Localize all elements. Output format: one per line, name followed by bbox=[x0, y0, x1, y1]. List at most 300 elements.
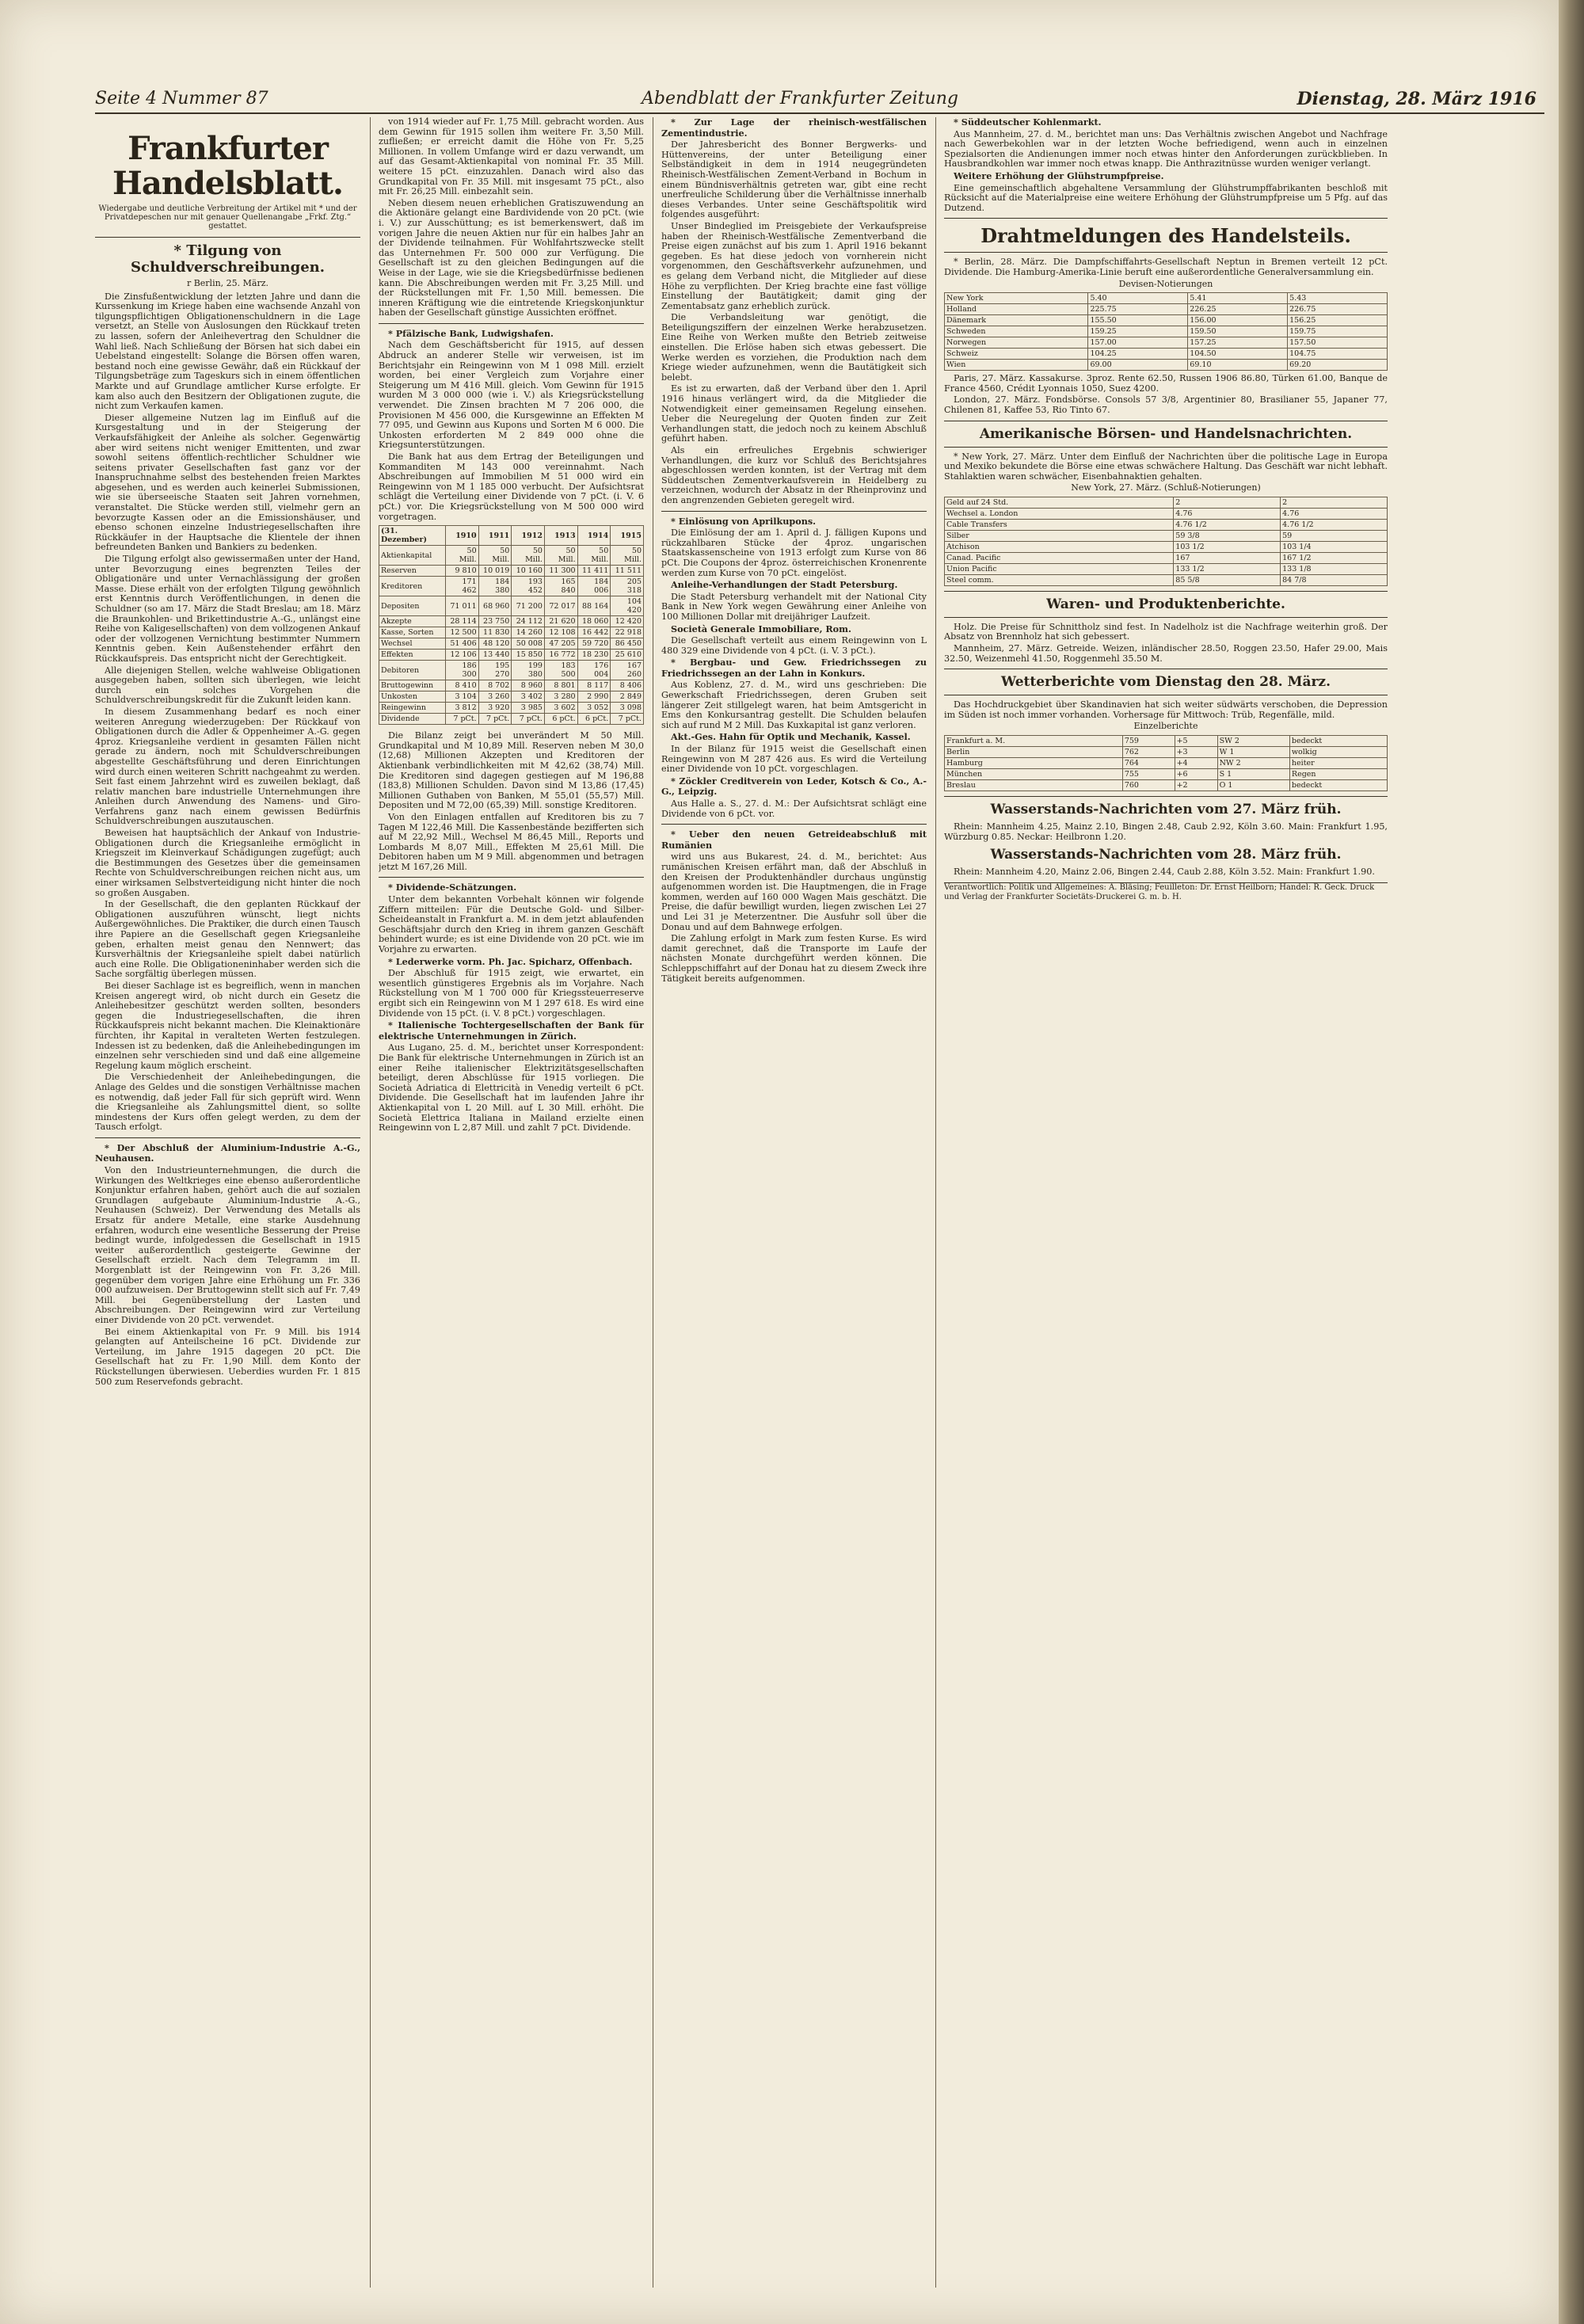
article-heading-inline: * Pfälzische Bank, Ludwigshafen. bbox=[388, 327, 554, 339]
table-header-cell: 1910 bbox=[445, 526, 478, 546]
currency-table bbox=[944, 292, 1388, 371]
table-cell: 51 406 bbox=[445, 638, 478, 650]
paragraph: Rhein: Mannheim 4.25, Mainz 2.10, Bingen 2.48, Caub 2.92, Köln 3.60. Main: Frankfurt 1.95, Würzburg 0.85. Neckar: Heilbronn 1.20. bbox=[944, 821, 1388, 842]
article-rule bbox=[661, 511, 927, 512]
table-cell: 8 406 bbox=[611, 680, 644, 691]
table-cell: bedeckt bbox=[1289, 736, 1387, 747]
table-cell: 155.50 bbox=[1088, 315, 1188, 326]
paragraph: Die Stadt Petersburg verhandelt mit der National City Bank in New York wegen Gewährung einer Anleihe von 100 Millionen Dollar mit dreijähriger Laufzeit. bbox=[661, 591, 927, 622]
paragraph: Die Zahlung erfolgt in Mark zum festen Kurse. Es wird damit gerechnet, daß die Transporte im Laufe der nächsten Monate durchgeführt werden können. Die Schleppschiffahrt auf der Donau hat zu diesem Zweck ihre Tätigkeit bereits aufgenommen. bbox=[661, 933, 927, 984]
table-cell: 156.25 bbox=[1288, 315, 1388, 326]
table-cell: 6 pCt. bbox=[544, 714, 577, 725]
table-cell: +5 bbox=[1175, 736, 1217, 747]
section-heading: Waren- und Produktenberichte. bbox=[1046, 596, 1285, 612]
section-rule bbox=[95, 237, 360, 238]
table-cell: 226.25 bbox=[1188, 304, 1288, 315]
paragraph: Die Verschiedenheit der Anleihebedingungen, die Anlage des Geldes und die sonstigen Verhältnisse machen es notwendig, daß jeder Fall für sich geprüft wird. Wenn die Kriegsanleihe als Zahlungsmittel dient, so sollte mindestens der Kurs offen gelegt werden, zu dem der Tausch erfolgt. bbox=[95, 1072, 360, 1133]
table-cell: 9 810 bbox=[445, 566, 478, 577]
column-divider bbox=[935, 117, 936, 2288]
table-cell: Wechsel bbox=[379, 638, 446, 650]
table-cell: Kreditoren bbox=[379, 577, 446, 596]
table-cell: 59 3/8 bbox=[1174, 530, 1281, 541]
table-cell: 157.50 bbox=[1288, 337, 1388, 349]
table-row bbox=[945, 497, 1388, 508]
table-cell: 4.76 bbox=[1174, 508, 1281, 519]
table-cell: 86 450 bbox=[611, 638, 644, 650]
table-cell: 14 260 bbox=[512, 627, 545, 638]
table-cell: 167 bbox=[1174, 552, 1281, 563]
table-cell: 183 500 bbox=[544, 661, 577, 680]
table-cell: 8 117 bbox=[577, 680, 611, 691]
column-1 bbox=[95, 117, 360, 2288]
paragraph: Mannheim, 27. März. Getreide. Weizen, inländischer 28.50, Roggen 23.50, Hafer 29.00, Mais 32.50, Weizenmehl 41.50, Roggenmehl 35.50 M. bbox=[944, 643, 1388, 664]
table-cell: 760 bbox=[1122, 780, 1175, 791]
table-row bbox=[379, 616, 644, 627]
table-row bbox=[945, 780, 1388, 791]
table-cell: 59 720 bbox=[577, 638, 611, 650]
table-cell: 8 801 bbox=[544, 680, 577, 691]
table-cell: New York bbox=[945, 293, 1088, 304]
table-cell: 6 pCt. bbox=[577, 714, 611, 725]
table-cell: 184 006 bbox=[577, 577, 611, 596]
table-cell: 10 019 bbox=[478, 566, 512, 577]
section-title: Frankfurter Handelsblatt. bbox=[112, 130, 343, 202]
table-cell: 72 017 bbox=[544, 596, 577, 616]
table-cell: Dividende bbox=[379, 714, 446, 725]
table-row bbox=[945, 349, 1388, 360]
paragraph: * New York, 27. März. Unter dem Einfluß der Nachrichten über die politische Lage in Europa und Mexiko bekundete die Börse eine etwas schwächere Haltung. Das Geschäft war nicht lebhaft. Stahlaktien waren schwächer, Eisenbahnaktien gehalten. bbox=[944, 451, 1388, 482]
table-cell: 11 300 bbox=[544, 566, 577, 577]
table-cell: bedeckt bbox=[1289, 780, 1387, 791]
table-header-cell: 1913 bbox=[544, 526, 577, 546]
issue-date: Dienstag, 28. März 1916 bbox=[1297, 89, 1536, 109]
section-rule bbox=[944, 617, 1388, 618]
table-row bbox=[945, 337, 1388, 349]
table-cell: W 1 bbox=[1217, 747, 1289, 758]
article-heading-inline: * Bergbau- und Gew. Friedrichssegen zu Friedrichssegen an der Lahn in Konkurs. bbox=[661, 657, 927, 679]
table-cell: 759 bbox=[1122, 736, 1175, 747]
paragraph: Der Jahresbericht des Bonner Bergwerks- und Hüttenvereins, der unter Beteiligung einer Selbständigkeit in dem in 1914 neugegründeten Rheinisch-Westfälischen Zement-Verband in Bochum in einem Bündnisverhältnis getreten war, gibt eine recht unerfreuliche Schilderung über die Verhältnisse innerhalb dieses Verbandes. Unter seine Geschäftspolitik wird folgendes ausgeführt: bbox=[661, 139, 927, 220]
table-cell: Reingewinn bbox=[379, 703, 446, 714]
table-cell: 3 104 bbox=[445, 691, 478, 703]
table-cell: 11 411 bbox=[577, 566, 611, 577]
table-cell: Canad. Pacific bbox=[945, 552, 1174, 563]
paragraph: Das Hochdruckgebiet über Skandinavien hat sich weiter südwärts verschoben, die Depression im Süden ist noch immer vorhanden. Vorhersage für Mittwoch: Trüb, Regenfälle, mild. bbox=[944, 699, 1388, 720]
article-heading-inline: * Einlösung von Aprilkupons. bbox=[671, 515, 817, 527]
article-heading: * Tilgung von Schuldverschreibungen. bbox=[130, 242, 326, 276]
table-cell: 3 812 bbox=[445, 703, 478, 714]
paragraph: * Berlin, 28. März. Die Dampfschiffahrts-Gesellschaft Neptun in Bremen verteilt 12 pCt. Dividende. Die Hamburg-Amerika-Linie beruft eine außerordentliche Generalversammlung ein. bbox=[944, 257, 1388, 277]
table-cell: Steel comm. bbox=[945, 574, 1174, 585]
table-cell: 18 230 bbox=[577, 650, 611, 661]
section-rule bbox=[944, 796, 1388, 797]
paragraph: Dieser allgemeine Nutzen lag im Einfluß auf die Kursgestaltung und in der Steigerung der Verkaufsfähigkeit der Anleihe als solcher. Gegenwärtig aber wird seitens nicht weniger Emittenten, und zwar sowohl seitens öffentlich-rechtlicher Schuldner wie seitens privater Gesellschaften fast ganz vor der Inanspruchnahme selbst des bestehenden freien Marktes abgesehen, und es werden auch keinerlei Submissionen, wie sie überseeische Staaten seit Jahren vornehmen, veranstaltet. Die Stücke werden still, vielmehr gern an bevorzugte Kassen oder an die Emissionshäuser, und ebenso schonen einzelne Industriegesellschaften ihre Rückkäufer in der Hauptsache die Klientele der ihnen befreundeten Banken und Bankiers zu bedenken. bbox=[95, 412, 360, 553]
table-cell: O 1 bbox=[1217, 780, 1289, 791]
section-rule bbox=[944, 591, 1388, 592]
table-cell: 3 402 bbox=[512, 691, 545, 703]
table-cell: 69.00 bbox=[1088, 360, 1188, 371]
table-cell: +3 bbox=[1175, 747, 1217, 758]
table-cell: 3 920 bbox=[478, 703, 512, 714]
table-cell: 28 114 bbox=[445, 616, 478, 627]
table-header-cell: 1911 bbox=[478, 526, 512, 546]
table-cell: 23 750 bbox=[478, 616, 512, 627]
table-header-row bbox=[379, 526, 644, 546]
table-cell: 2 990 bbox=[577, 691, 611, 703]
paragraph: Die Bank hat aus dem Ertrag der Beteiligungen und Kommanditen M 143 000 vereinnahmt. Nach Abschreibungen auf Immobilien M 51 000 wird ein Reingewinn von M 1 185 000 verbucht. Der Aufsichtsrat schlägt die Verteilung einer Dividende von 7 pCt. (i. V. 6 pCt.) vor. Die Kriegsrückstellung von M 500 000 wird vorgetragen. bbox=[379, 451, 644, 522]
paragraph: Eine gemeinschaftlich abgehaltene Versammlung der Glühstrumpffabrikanten beschloß mit Rücksicht auf die Materialpreise eine weitere Erhöhung der Glühstrumpfpreise um 5 Pfg. auf das Dutzend. bbox=[944, 182, 1388, 213]
table-cell: NW 2 bbox=[1217, 758, 1289, 769]
table-cell: 225.75 bbox=[1088, 304, 1188, 315]
table-header-cell: 1912 bbox=[512, 526, 545, 546]
table-cell: Atchison bbox=[945, 541, 1174, 552]
table-row bbox=[379, 680, 644, 691]
table-cell: Cable Transfers bbox=[945, 519, 1174, 530]
table-cell: 5.41 bbox=[1188, 293, 1288, 304]
table-cell: 11 830 bbox=[478, 627, 512, 638]
paragraph: Die Verbandsleitung war genötigt, die Beteiligungsziffern der einzelnen Werke herabzusetzen. Eine Reihe von Werken mußte den Betrieb zeitweise einstellen. Die Erlöse haben sich etwas gebessert. Die Werke werden es vorziehen, die Produktion nach dem Kriege wieder aufzunehmen, wenn die Bautätigkeit sich belebt. bbox=[661, 312, 927, 383]
table-row bbox=[945, 552, 1388, 563]
table-cell: Wechsel a. London bbox=[945, 508, 1174, 519]
table-cell: 50 Mill. bbox=[445, 546, 478, 566]
paragraph: Beweisen hat hauptsächlich der Ankauf von Industrie-Obligationen durch die Kriegsanleihe ermöglicht in Kriegszeit im Kleinverkauf Schädigungen zugefügt; auch die Bestimmungen des Gesetzes über die gemeinsamen Rechte von Schuldverschreibungen reichen nicht aus, um einer wirksamen Selbstverteidigung nicht hinter die noch so großen Ausgaben. bbox=[95, 828, 360, 898]
table-cell: Norwegen bbox=[945, 337, 1088, 349]
table-cell: 3 985 bbox=[512, 703, 545, 714]
dateline: r Berlin, 25. März. bbox=[186, 278, 269, 288]
table-cell: 7 pCt. bbox=[512, 714, 545, 725]
table-cell: 159.50 bbox=[1188, 326, 1288, 337]
table-cell: 12 420 bbox=[611, 616, 644, 627]
table-cell: 104.25 bbox=[1088, 349, 1188, 360]
table-cell: Silber bbox=[945, 530, 1174, 541]
table-row bbox=[945, 508, 1388, 519]
section-rule bbox=[944, 252, 1388, 253]
table-row bbox=[379, 596, 644, 616]
table-cell: 3 098 bbox=[611, 703, 644, 714]
table-row bbox=[945, 315, 1388, 326]
section-heading: Wetterberichte vom Dienstag den 28. März. bbox=[1001, 674, 1331, 691]
table-cell: Aktienkapital bbox=[379, 546, 446, 566]
table-cell: 104 420 bbox=[611, 596, 644, 616]
paragraph: Die Einlösung der am 1. April d. J. fälligen Kupons und rückzahlbaren Stücke der 4proz. ungarischen Staatskassenscheine von 1913 erfolgt zum Kurse von 86 pCt. Die Coupons der 4proz. österreichischen Kronenrente werden zum Kurse von 70 pCt. eingelöst. bbox=[661, 528, 927, 578]
table-cell: 47 205 bbox=[544, 638, 577, 650]
table-cell: SW 2 bbox=[1217, 736, 1289, 747]
newspaper-name: Abendblatt der Frankfurter Zeitung bbox=[642, 89, 958, 109]
table-cell: +4 bbox=[1175, 758, 1217, 769]
paragraph: Die Gesellschaft verteilt aus einem Reingewinn von L 480 329 eine Dividende von 4 pCt. (i. V. 3 pCt.). bbox=[661, 635, 927, 656]
table-cell: 84 7/8 bbox=[1281, 574, 1388, 585]
paragraph: Von den Industrieunternehmungen, die durch die Wirkungen des Weltkrieges eine ebenso außerordentliche Konjunktur erfahren haben, gehört auch die auf sozialen Grundlagen aufgebaute Aluminium-Industrie A.-G., Neuhausen (Schweiz). Der Verwendung des Metalls als Ersatz für andere Metalle, eine starke Ausdehnung erfahren, wodurch eine wesentliche Besserung der Preise bedingt wurde, infolgedessen die Gesellschaft in 1915 weiter außerordentlich gesteigerte Gewinne der Gesellschaft erzielt. Nach dem Telegramm im II. Morgenblatt ist der Reingewinn von Fr. 3,26 Mill. gegenüber dem vorigen Jahre eine Erhöhung um Fr. 336 000 aufzuweisen. Der Bruttogewinn stellt sich auf Fr. 7,49 Mill. bei Gegenüberstellung der Lasten und Abschreibungen. Der Reingewinn wird zur Verteilung einer Dividende von 20 pCt. verwendet. bbox=[95, 1165, 360, 1325]
table-cell: +6 bbox=[1175, 769, 1217, 780]
table-cell: Geld auf 24 Std. bbox=[945, 497, 1174, 508]
article-heading-inline: Weitere Erhöhung der Glühstrumpfpreise. bbox=[954, 170, 1164, 181]
table-cell: 59 bbox=[1281, 530, 1388, 541]
article-heading-inline: * Dividende-Schätzungen. bbox=[388, 882, 517, 893]
section-heading: Wasserstands-Nachrichten vom 27. März früh. bbox=[990, 802, 1342, 818]
table-cell: 156.00 bbox=[1188, 315, 1288, 326]
table-cell: 195 270 bbox=[478, 661, 512, 680]
section-rule bbox=[944, 218, 1388, 219]
table-cell: 50 Mill. bbox=[611, 546, 644, 566]
table-cell: Dänemark bbox=[945, 315, 1088, 326]
table-cell: 68 960 bbox=[478, 596, 512, 616]
section-heading: Wasserstands-Nachrichten vom 28. März früh. bbox=[990, 847, 1342, 863]
section-title: Drahtmeldungen des Handelsteils. bbox=[980, 224, 1351, 248]
table-cell: Wien bbox=[945, 360, 1088, 371]
table-cell: 12 108 bbox=[544, 627, 577, 638]
table-cell: 8 960 bbox=[512, 680, 545, 691]
table-row bbox=[945, 293, 1388, 304]
table-cell: 4.76 bbox=[1281, 508, 1388, 519]
table-cell: Regen bbox=[1289, 769, 1387, 780]
balance-table bbox=[379, 525, 644, 725]
page-number: Seite 4 Nummer 87 bbox=[95, 89, 268, 109]
table-cell: 25 610 bbox=[611, 650, 644, 661]
table-cell: 2 bbox=[1174, 497, 1281, 508]
table-cell: Akzepte bbox=[379, 616, 446, 627]
table-caption: Devisen-Notierungen bbox=[1118, 278, 1213, 289]
table-row bbox=[945, 530, 1388, 541]
table-cell: 157.25 bbox=[1188, 337, 1288, 349]
table-cell: München bbox=[945, 769, 1123, 780]
table-cell: 24 112 bbox=[512, 616, 545, 627]
reprint-note: Wiedergabe und deutliche Verbreitung der Artikel mit * und der Privatdepeschen nur mit genauer Quellenangabe „Frkf. Ztg.“ gestattet. bbox=[98, 204, 357, 230]
table-caption: Einzelberichte bbox=[1133, 721, 1198, 732]
table-cell: wolkig bbox=[1289, 747, 1387, 758]
table-row bbox=[379, 714, 644, 725]
table-cell: Frankfurt a. M. bbox=[945, 736, 1123, 747]
table-row bbox=[945, 758, 1388, 769]
table-cell: heiter bbox=[1289, 758, 1387, 769]
table-cell: 176 004 bbox=[577, 661, 611, 680]
paragraph: Holz. Die Preise für Schnittholz sind fest. In Nadelholz ist die Nachfrage weiterhin groß. Der Absatz von Brennholz hat sich gebessert. bbox=[944, 621, 1388, 642]
table-row bbox=[379, 638, 644, 650]
table-row bbox=[945, 326, 1388, 337]
table-cell: 104.50 bbox=[1188, 349, 1288, 360]
table-cell: 133 1/2 bbox=[1174, 563, 1281, 574]
table-cell: Breslau bbox=[945, 780, 1123, 791]
table-cell: S 1 bbox=[1217, 769, 1289, 780]
article-rule bbox=[661, 824, 927, 825]
paragraph: Aus Koblenz, 27. d. M., wird uns geschrieben: Die Gewerkschaft Friedrichssegen, deren Gruben seit längerer Zeit stillgelegt waren, hat beim Amtsgericht in Ems den Konkursantrag gestellt. Die Schulden belaufen sich auf rund M 2 Mill. Das Kuxkapital ist ganz verloren. bbox=[661, 680, 927, 730]
table-cell: 103 1/2 bbox=[1174, 541, 1281, 552]
paragraph: Die Bilanz zeigt bei unverändert M 50 Mill. Grundkapital und M 10,89 Mill. Reserven neben M 30,0 (12,68) Millionen Akzepten und Kreditoren der Aktienbank verbindlichkeiten mit M 42,62 (38,74) Mill. Die Kreditoren sind dagegen gestiegen auf M 196,88 (183,8) Millionen Schulden. Davon sind M 13,86 (17,45) Millionen Guthaben von Banken, M 55,01 (55,57) Mill. Depositen und M 72,00 (65,39) Mill. sonstige Kreditoren. bbox=[379, 730, 644, 811]
article-rule bbox=[379, 877, 644, 878]
table-cell: Reserven bbox=[379, 566, 446, 577]
table-row bbox=[379, 661, 644, 680]
paragraph: von 1914 wieder auf Fr. 1,75 Mill. gebracht worden. Aus dem Gewinn für 1915 sollen ihm weitere Fr. 3,50 Mill. zufließen; er erreicht damit die Höhe von Fr. 5,25 Millionen. In vollem Umfange wird er dazu verwandt, um auf das Gesamt-Aktienkapital von nominal Fr. 35 Mill. weitere 15 pCt. einzuzahlen. Danach wird also das Grundkapital von Fr. 35 Mill. mit insgesamt 75 pCt., also mit Fr. 26,25 Mill. einbezahlt sein. bbox=[379, 117, 644, 197]
table-cell: 4.76 1/2 bbox=[1174, 519, 1281, 530]
article-heading-inline: * Der Abschluß der Aluminium-Industrie A.-G., Neuhausen. bbox=[95, 1141, 360, 1164]
table-cell: 762 bbox=[1122, 747, 1175, 758]
table-cell: 71 011 bbox=[445, 596, 478, 616]
table-cell: Holland bbox=[945, 304, 1088, 315]
table-cell: 12 500 bbox=[445, 627, 478, 638]
article-heading-inline: Anleihe-Verhandlungen der Stadt Petersburg. bbox=[671, 579, 898, 591]
article-heading-inline: * Ueber den neuen Getreideabschluß mit Rumänien bbox=[661, 829, 927, 851]
page-edge bbox=[1559, 0, 1584, 2324]
paragraph: Bei dieser Sachlage ist es begreiflich, wenn in manchen Kreisen angeregt wird, ob nicht durch ein Gesetz die Anleihebesitzer geschützt werden sollten, besonders gegen die Industriegesellschaften, die ihren Rückkaufspreis nicht bekannt machen. Die Kleinaktionäre fürchten, ihr Kapital in veralteten Werten festzulegen. Indessen ist zu bedenken, daß die Anleihebedingungen im einzelnen sehr verschieden sind und daß eine allgemeine Regelung kaum möglich erscheint. bbox=[95, 980, 360, 1071]
paragraph: Nach dem Geschäftsbericht für 1915, auf dessen Abdruck an anderer Stelle wir verweisen, ist im Berichtsjahr ein Reingewinn von M 1 098 Mill. erzielt worden, bei einer Vergleich zum Vorjahre einer Steigerung um M 416 Mill. gleich. Vom Gewinn für 1915 wurden M 3 000 000 (wie i. V.) als Kriegsrückstellung verwendet. Die Zinsen brachten M 7 206 000, die Provisionen M 456 000, die Kursgewinne an Effekten M 77 095, und Gewinn aus Kupons und Sorten M 6 000. Die Unkosten erforderten M 2 849 000 ohne die Kriegsunterstützungen. bbox=[379, 340, 644, 451]
table-cell: 69.20 bbox=[1288, 360, 1388, 371]
table-cell: 50 008 bbox=[512, 638, 545, 650]
article-heading-inline: * Italienische Tochtergesellschaften der Bank für elektrische Unternehmungen in Zürich. bbox=[379, 1019, 644, 1042]
table-row bbox=[945, 747, 1388, 758]
table-cell: 159.25 bbox=[1088, 326, 1188, 337]
table-row bbox=[379, 546, 644, 566]
table-cell: 184 380 bbox=[478, 577, 512, 596]
table-cell: 8 702 bbox=[478, 680, 512, 691]
table-cell: 3 052 bbox=[577, 703, 611, 714]
table-row bbox=[945, 736, 1388, 747]
table-cell: 88 164 bbox=[577, 596, 611, 616]
stock-quotes-table bbox=[944, 497, 1388, 586]
table-cell: 48 120 bbox=[478, 638, 512, 650]
table-header-cell: 1914 bbox=[577, 526, 611, 546]
table-cell: 3 280 bbox=[544, 691, 577, 703]
article-heading-inline: * Lederwerke vorm. Ph. Jac. Spicharz, Offenbach. bbox=[388, 955, 633, 967]
table-cell: +2 bbox=[1175, 780, 1217, 791]
table-row bbox=[945, 360, 1388, 371]
weather-table bbox=[944, 735, 1388, 791]
table-cell: 205 318 bbox=[611, 577, 644, 596]
table-cell: Debitoren bbox=[379, 661, 446, 680]
article-heading-inline: Akt.-Ges. Hahn für Optik und Mechanik, Kassel. bbox=[671, 731, 911, 743]
table-cell: 165 840 bbox=[544, 577, 577, 596]
column-divider bbox=[370, 117, 371, 2288]
table-cell: 2 bbox=[1281, 497, 1388, 508]
table-row bbox=[379, 703, 644, 714]
table-cell: 5.43 bbox=[1288, 293, 1388, 304]
table-row bbox=[379, 566, 644, 577]
table-cell: 171 462 bbox=[445, 577, 478, 596]
paragraph: Bei einem Aktienkapital von Fr. 9 Mill. bis 1914 gelangten auf Anteilscheine 16 pCt. Dividende zur Verteilung, im Jahre 1915 dagegen 20 pCt. Die Gesellschaft hat zu Fr. 1,90 Mill. dem Konto der Rückstellungen überwiesen. Ueberdies wurden Fr. 1 815 500 zum Reservefonds gebracht. bbox=[95, 1326, 360, 1387]
table-cell: 22 918 bbox=[611, 627, 644, 638]
article-rule bbox=[95, 1137, 360, 1138]
table-cell: 226.75 bbox=[1288, 304, 1388, 315]
table-cell: 7 pCt. bbox=[611, 714, 644, 725]
paragraph: Aus Mannheim, 27. d. M., berichtet man uns: Das Verhältnis zwischen Angebot und Nachfrage nach Gewerbekohlen war in der letzten Woche befriedigend, wenn auch in einzelnen Spezialsorten die Andienungen immer noch etwas hinter den Anforderungen zurückblieben. In Hausbrandkohlen war immer noch etwas knapp. Die Anthrazitnüsse wurden weniger verlangt. bbox=[944, 128, 1388, 170]
table-cell: 21 620 bbox=[544, 616, 577, 627]
table-cell: Effekten bbox=[379, 650, 446, 661]
table-row bbox=[945, 541, 1388, 552]
table-cell: 167 1/2 bbox=[1281, 552, 1388, 563]
masthead bbox=[95, 89, 1544, 114]
table-row bbox=[945, 304, 1388, 315]
paragraph: wird uns aus Bukarest, 24. d. M., berichtet: Aus rumänischen Kreisen erfährt man, daß der Abschluß in den Kreisen der Produktenhändler durchaus ungünstig aufgenommen worden ist. Die Hauptmengen, die in Frage kommen, werden auf 160 000 Wagen Mais geschätzt. Die Preise, die dafür bewilligt wurden, liegen zwischen Lei 27 und Lei 31 je Meterzentner. Die Ausfuhr soll über die Donau und auf dem Bahnwege erfolgen. bbox=[661, 851, 927, 932]
table-cell: 50 Mill. bbox=[512, 546, 545, 566]
table-cell: 2 849 bbox=[611, 691, 644, 703]
article-heading-inline: * Süddeutscher Kohlenmarkt. bbox=[954, 117, 1102, 128]
paragraph: In der Gesellschaft, die den geplanten Rückkauf der Obligationen auszuführen wünscht, liegt nichts Außergewöhnliches. Die Praktiker, die durch einen Tausch ihre Papiere an die Gesellschaft gegen Kriegsanleihe geben, erhalten meist genau den Nennwert; das Kursverhältnis der Kriegsanleihe spielt dabei natürlich auch eine Rolle. Die Obligationeninhaber werden sich die Sache sorgfältig überlegen müssen. bbox=[95, 899, 360, 980]
table-row bbox=[379, 577, 644, 596]
table-cell: Berlin bbox=[945, 747, 1123, 758]
paragraph: Unser Bindeglied im Preisgebiete der Verkaufspreise haben der Rheinisch-Westfälische Zementverband die Preise eigen zunächst auf bis zum 1. April 1916 bekannt gegeben. Es hat diese jedoch von vornherein nicht vorgenommen, den Geschäftsverkehr aufzunehmen, und es gelang dem Verband nicht, die Mitglieder auf diese Höhe zu verpflichten. Der Krieg brachte eine fast völlige Einstellung der Bautätigkeit; damit ging der Zementabsatz ganz erheblich zurück. bbox=[661, 220, 927, 311]
table-cell: Bruttogewinn bbox=[379, 680, 446, 691]
column-4 bbox=[944, 117, 1388, 2288]
paragraph: Alle diejenigen Stellen, welche wahlweise Obligationen ausgegeben haben, sollten sich überlegen, wie leicht durch ein solches Vorgehen die Schuldverschreibungskredit für die Zukunft leiden kann. bbox=[95, 665, 360, 706]
table-cell: 11 511 bbox=[611, 566, 644, 577]
table-cell: 16 772 bbox=[544, 650, 577, 661]
table-cell: 50 Mill. bbox=[478, 546, 512, 566]
table-cell: Hamburg bbox=[945, 758, 1123, 769]
table-cell: Schweiz bbox=[945, 349, 1088, 360]
imprint: Verantwortlich: Politik und Allgemeines: A. Bläsing; Feuilleton: Dr. Ernst Heilborn; Handel: R. Geck. Druck und Verlag der Frankfurter Societäts-Druckerei G. m. b. H. bbox=[944, 882, 1388, 902]
table-cell: 85 5/8 bbox=[1174, 574, 1281, 585]
table-cell: 167 260 bbox=[611, 661, 644, 680]
table-cell: 7 pCt. bbox=[445, 714, 478, 725]
table-cell: 5.40 bbox=[1088, 293, 1188, 304]
table-cell: 8 410 bbox=[445, 680, 478, 691]
table-cell: Kasse, Sorten bbox=[379, 627, 446, 638]
table-cell: 50 Mill. bbox=[577, 546, 611, 566]
table-cell: 159.75 bbox=[1288, 326, 1388, 337]
table-cell: Schweden bbox=[945, 326, 1088, 337]
paragraph: Von den Einlagen entfallen auf Kreditoren bis zu 7 Tagen M 122,46 Mill. Die Kassenbestände bezifferten sich auf M 22,92 Mill., Wechsel M 86,45 Mill., Reports und Lombards M 8,07 Mill., Effekten M 25,61 Mill. Die Debitoren haben um M 9 Mill. abgenommen und betragen jetzt M 167,26 Mill. bbox=[379, 811, 644, 872]
paragraph: In der Bilanz für 1915 weist die Gesellschaft einen Reingewinn von M 287 426 aus. Es wird die Verteilung einer Dividende von 10 pCt. vorgeschlagen. bbox=[661, 744, 927, 775]
table-row bbox=[379, 627, 644, 638]
article-heading-inline: Società Generale Immobiliare, Rom. bbox=[671, 623, 851, 634]
column-3 bbox=[661, 117, 927, 2288]
table-cell: 103 1/4 bbox=[1281, 541, 1388, 552]
paragraph: Die Zinsfußentwicklung der letzten Jahre und dann die Kurssenkung im Kriege haben eine wachsende Anzahl von tilgungspflichtigen Obligationenschuldnern in die Lage versetzt, an Stelle von Auslosungen den Rückkauf treten zu lassen, sofern der Anleihevertrag den Schuldner die Wahl ließ. Nach Schließung der Börsen hat sich dabei ein Uebelstand eingestellt: Solange die Börsen offen waren, bestand noch eine gewisse Gewähr, daß ein Rückkauf der Tilgungsbeträge zum Tageskurs sich in einem öffentlichen Markte und auf Grundlage amtlicher Kurse erfolgte. Er kam also auch den Besitzern der Obligationen zugute, die nicht zum Verkaufen kamen. bbox=[95, 291, 360, 412]
table-header-cell: (31. Dezember) bbox=[379, 526, 446, 546]
paragraph: Aus Lugano, 25. d. M., berichtet unser Korrespondent: Die Bank für elektrische Unternehmungen in Zürich ist an einer Reihe italienischer Elektrizitätsgesellschaften beteiligt, deren Abschlüsse für 1915 vorliegen. Die Società Adriatica di Elettricità in Venedig verteilt 6 pCt. Dividende. Die Gesellschaft hat im laufenden Jahre ihr Aktienkapital von L 20 Mill. auf L 30 Mill. erhöht. Die Società Elettrica Italiana in Mailand erzielte einen Reingewinn von L 2,87 Mill. und zahlt 7 pCt. Dividende. bbox=[379, 1042, 644, 1133]
table-cell: 186 300 bbox=[445, 661, 478, 680]
table-cell: 104.75 bbox=[1288, 349, 1388, 360]
paragraph: Als ein erfreuliches Ergebnis schwieriger Verhandlungen, die kurz vor Schluß des Berichtsjahres abgeschlossen werden konnten, ist der Vertrag mit dem Süddeutschen Zementverkaufsverein in Heidelberg zu verzeichnen, wodurch der Absatz in der Rheinprovinz und den angrenzenden Gebieten geregelt wird. bbox=[661, 445, 927, 505]
table-row bbox=[945, 563, 1388, 574]
article-rule bbox=[379, 323, 644, 324]
table-cell: 10 160 bbox=[512, 566, 545, 577]
table-cell: 71 200 bbox=[512, 596, 545, 616]
table-cell: 13 440 bbox=[478, 650, 512, 661]
table-header-cell: 1915 bbox=[611, 526, 644, 546]
table-cell: 3 602 bbox=[544, 703, 577, 714]
article-heading-inline: * Zur Lage der rheinisch-westfälischen Zementindustrie. bbox=[661, 117, 927, 139]
table-cell: 69.10 bbox=[1188, 360, 1288, 371]
table-row bbox=[379, 650, 644, 661]
table-cell: Union Pacific bbox=[945, 563, 1174, 574]
table-row bbox=[945, 519, 1388, 530]
table-cell: 4.76 1/2 bbox=[1281, 519, 1388, 530]
paragraph: Es ist zu erwarten, daß der Verband über den 1. April 1916 hinaus verlängert wird, da die Mitglieder die Notwendigkeit einer gemeinsamen Regelung einsehen. Ueber die Neuregelung der Quoten finden zur Zeit Verhandlungen statt, die jedoch noch zu keinem Abschluß geführt haben. bbox=[661, 383, 927, 444]
table-cell: 50 Mill. bbox=[544, 546, 577, 566]
article-heading-inline: * Zöckler Creditverein von Leder, Kotsch & Co., A.-G., Leipzig. bbox=[661, 775, 927, 798]
table-cell: 18 060 bbox=[577, 616, 611, 627]
table-cell: 157.00 bbox=[1088, 337, 1188, 349]
paragraph: Rhein: Mannheim 4.20, Mainz 2.06, Bingen 2.44, Caub 2.88, Köln 3.52. Main: Frankfurt 1.90. bbox=[954, 867, 1375, 878]
table-row bbox=[379, 691, 644, 703]
table-cell: 3 260 bbox=[478, 691, 512, 703]
paragraph: Die Tilgung erfolgt also gewissermaßen unter der Hand, unter Bevorzugung eines begrenzten Teiles der Obligationäre und unter Vernachlässigung der großen Masse. Diese erhält von der erfolgten Tilgung gewöhnlich erst Kenntnis durch Veröffentlichungen, in denen die Schuldner (so am 17. März die Stadt Breslau; am 18. März die Braunkohlen- und Brikettindustrie A.-G., unlängst eine Reihe von Kaligesellschaften) von dem vollzogenen Ankauf oder der vollzogenen Vernichtung bestimmter Nummern Kenntnis geben. Kein Außenstehender erfährt den Rückkaufspreis. Das entspricht nicht der Gerechtigkeit. bbox=[95, 554, 360, 664]
table-cell: Depositen bbox=[379, 596, 446, 616]
table-row bbox=[945, 769, 1388, 780]
table-cell: Unkosten bbox=[379, 691, 446, 703]
table-caption: New York, 27. März. (Schluß-Notierungen) bbox=[1071, 482, 1261, 493]
paragraph: London, 27. März. Fondsbörse. Consols 57 3/8, Argentinier 80, Brasilianer 55, Japaner 77, Chilenen 81, Kaffee 53, Rio Tinto 67. bbox=[944, 394, 1388, 415]
table-cell: 15 850 bbox=[512, 650, 545, 661]
table-cell: 193 452 bbox=[512, 577, 545, 596]
table-cell: 764 bbox=[1122, 758, 1175, 769]
table-cell: 133 1/8 bbox=[1281, 563, 1388, 574]
paragraph: In diesem Zusammenhang bedarf es noch einer weiteren Anregung wiederzugeben: Der Rückkauf von Obligationen durch die Adler & Oppenheimer A.-G. gegen 4proz. Kriegsanleihe verdient in gesamten Fällen nicht gerade zu ändern, noch mit Schuldverschreibungen abgestellte Geschäftsführung und deren Einrichtungen wird durch einen weiteren Schritt nachgeahmt zu werden. Seit fast einem Jahrzehnt wird es zuweilen beklagt, daß relativ manchen bare industrielle Unternehmungen ihre Anleihen durch Anwendung des Namens- und Giro-Verfahrens ganz nach einem gewissen Bedürfnis Schuldverschreibungen auszutauschen. bbox=[95, 706, 360, 827]
column-2 bbox=[379, 117, 644, 2288]
paragraph: Unter dem bekannten Vorbehalt können wir folgende Ziffern mitteilen: Für die Deutsche Gold- und Silber-Scheideanstalt in Frankfurt a. M. in dem jetzt ablaufenden Geschäftsjahr durch den Krieg in ihrem ganzen Geschäft behindert wurde; es ist eine Dividende von 20 pCt. wie im Vorjahre zu erwarten. bbox=[379, 894, 644, 955]
table-row bbox=[945, 574, 1388, 585]
section-rule bbox=[944, 447, 1388, 448]
paragraph: Aus Halle a. S., 27. d. M.: Der Aufsichtsrat schlägt eine Dividende von 6 pCt. vor. bbox=[661, 798, 927, 819]
